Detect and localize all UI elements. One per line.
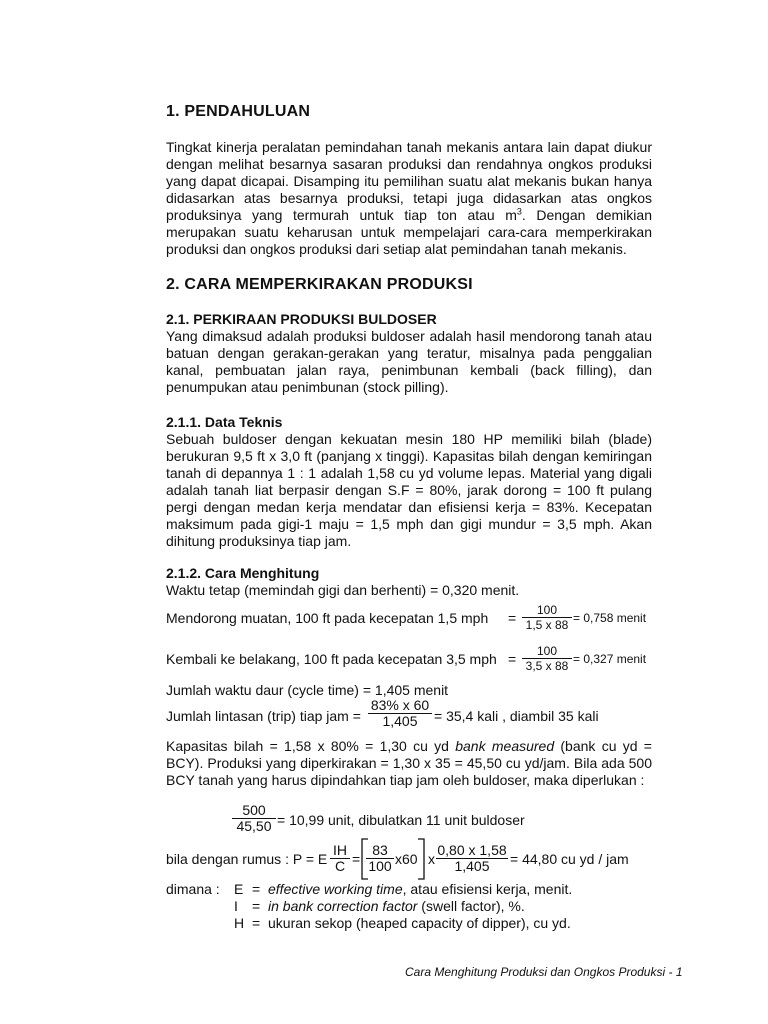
kapasitas-italic: bank measured <box>455 738 555 754</box>
footer-text: Cara Menghitung Produksi dan Ongkos Produksi - <box>405 965 676 979</box>
dimana-def-h <box>268 915 571 932</box>
fraction-denominator: 45,50 <box>236 818 272 834</box>
section-1-heading: 1. PENDAHULUAN <box>166 103 311 120</box>
fraction-numerator: 500 <box>242 802 266 818</box>
mendorong-label: Mendorong muatan, 100 ft pada kecepatan 1,5 mph <box>166 610 489 626</box>
def-rest: ukuran sekop (heaped capacity of dipper), cu yd. <box>268 915 571 931</box>
mendorong-fraction <box>522 603 572 632</box>
fraction-numerator: 83 <box>372 842 388 858</box>
fraction-denominator: 1,405 <box>454 858 490 874</box>
fraction-denominator: 100 <box>368 858 392 874</box>
kembali-fraction <box>522 644 572 673</box>
mendorong-equals: = <box>508 610 517 626</box>
subsection-2-1-1-paragraph: Sebuah buldoser dengan kekuatan mesin 180 HP memiliki bilah (blade) berukuran 9,5 ft x 3,0 ft (panjang x tinggi). Kapasitas bilah dengan kemiringan tanah di depannya 1 : 1 adalah 1,58 cu yd volume lepas. Material yang digali adalah tanah liat berpasir dengan S.F = 80%, jarak dorong = 100 ft pulang pergi dengan medan kerja mendatar dan efisiensi kerja = 83%. Kecepatan maksimum pada gigi-1 maju = 1,5 mph dan gigi mundur = 3,5 mph. Akan dihitung produksinya tiap jam. <box>166 431 652 549</box>
fraction-denominator: 1,5 x 88 <box>525 618 569 632</box>
subsection-2-1-2-heading: 2.1.2. Cara Menghitung <box>166 565 320 581</box>
section-2-heading: 2. CARA MEMPERKIRAKAN PRODUKSI <box>166 276 473 293</box>
kembali-label: Kembali ke belakang, 100 ft pada kecepatan 3,5 mph <box>166 651 497 667</box>
subsection-2-1-heading: 2.1. PERKIRAAN PRODUKSI BULDOSER <box>166 311 437 327</box>
para-text-a: Tingkat kinerja peralatan pemindahan tanah mekanis antara lain dapat diukur dengan melihat besarnya sasaran produksi dan rendahnya ongkos produksi yang dapat dicapai. Disamping itu pemilihan suatu alat mekanis bukan hanya didasarkan atas besarnya produksi, tetapi juga didasarkan atas ongkos produksinya yang termurah untuk tiap ton atau m <box>166 139 652 223</box>
rumus-times: x <box>428 851 435 867</box>
section-1-paragraph <box>166 139 652 258</box>
dimana-equals-e: = <box>252 881 261 897</box>
rumus-label: bila dengan rumus : P = E <box>166 851 328 867</box>
fraction-numerator: IH <box>333 842 347 858</box>
dimana-def-i <box>268 898 525 915</box>
fraction-denominator: 3,5 x 88 <box>525 659 569 673</box>
page-footer <box>405 965 683 979</box>
dimana-equals-i: = <box>252 898 261 914</box>
kapasitas-text-b: (bank cu yd = BCY). Produksi yang diperkirakan = 1,30 x 35 = 45,50 cu yd/jam. Bila ada 500 BCY tanah yang harus dipindahkan tiap jam oleh buldoser, maka diperlukan : <box>166 738 652 788</box>
rumus-x60: x60 <box>395 851 418 867</box>
right-bracket-icon <box>416 838 426 880</box>
dimana-symbol-e: E <box>234 881 244 897</box>
rumus-fraction-main <box>436 843 508 874</box>
kapasitas-paragraph <box>166 738 652 789</box>
page-number: 1 <box>675 965 683 979</box>
lintasan-result: = 35,4 kali , diambil 35 kali <box>434 708 599 724</box>
kembali-result: = 0,327 menit <box>573 652 647 666</box>
rumus-fraction-83-100 <box>366 843 394 874</box>
dimana-equals-h: = <box>252 915 261 931</box>
fraction-numerator: 100 <box>536 603 558 617</box>
jumlah-waktu-line: Jumlah waktu daur (cycle time) = 1,405 menit <box>166 682 449 698</box>
dimana-def-e <box>268 881 572 898</box>
dimana-symbol-h: H <box>234 915 245 931</box>
rumus-fraction-ih-c <box>330 843 350 874</box>
fraction-denominator: C <box>334 858 346 874</box>
lintasan-fraction <box>368 698 432 729</box>
unit-result: = 10,99 unit, dibulatkan 11 unit buldoser <box>277 812 525 828</box>
kapasitas-text-a: Kapasitas bilah = 1,58 x 80% = 1,30 cu yd <box>166 738 456 754</box>
def-italic: in bank correction factor <box>268 898 418 914</box>
subsection-2-1-paragraph: Yang dimaksud adalah produksi buldoser adalah hasil mendorong tanah atau batuan dengan gerakan-gerakan yang teratur, misalnya pada penggalian kanal, pembuatan jalan raya, penimbunan kembali (back filling), dan penumpukan atau penimbunan (stock pilling). <box>166 328 652 395</box>
rumus-result: = 44,80 cu yd / jam <box>510 851 629 867</box>
rumus-equals: = <box>352 851 361 867</box>
kembali-equals: = <box>508 651 517 667</box>
dimana-label: dimana : <box>166 881 220 897</box>
fraction-numerator: 0,80 x 1,58 <box>437 842 507 858</box>
def-rest: (swell factor), %. <box>417 898 525 914</box>
fraction-numerator: 100 <box>536 644 558 658</box>
fraction-numerator: 83% x 60 <box>370 697 430 713</box>
def-italic: effective working time <box>268 881 403 897</box>
mendorong-result: = 0,758 menit <box>573 611 647 625</box>
def-rest: , atau efisiensi kerja, menit. <box>402 881 573 897</box>
unit-fraction <box>232 803 276 834</box>
para-text-b: . Dengan demikian merupakan suatu keharusan untuk mempelajari cara-cara memperkirakan produksi dan ongkos produksi dari setiap alat pemindahan tanah mekanis. <box>166 207 652 257</box>
dimana-symbol-i: I <box>234 898 238 914</box>
subsection-2-1-1-heading: 2.1.1. Data Teknis <box>166 414 283 430</box>
waktu-tetap-line: Waktu tetap (memindah gigi dan berhenti) = 0,320 menit. <box>166 582 520 598</box>
fraction-denominator: 1,405 <box>382 713 418 729</box>
superscript: 3 <box>516 206 522 217</box>
lintasan-label: Jumlah lintasan (trip) tiap jam = <box>166 708 361 724</box>
